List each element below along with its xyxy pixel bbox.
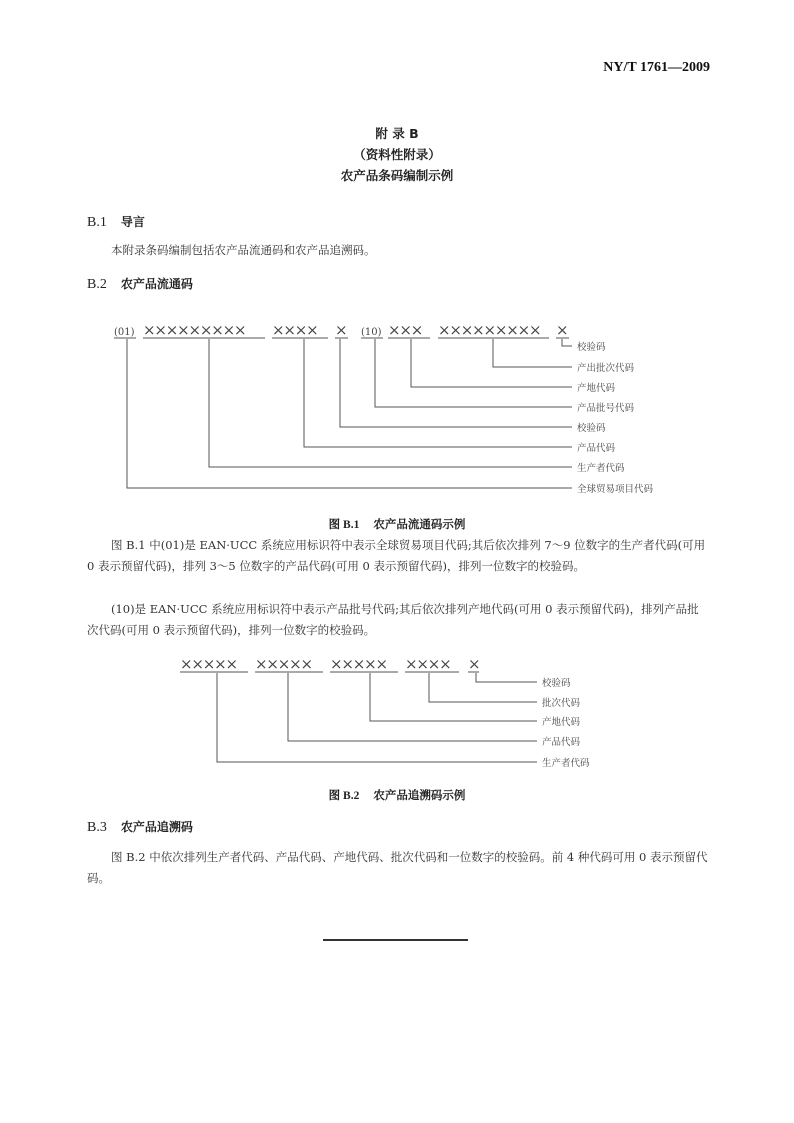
segment-text: ×××× xyxy=(405,655,451,673)
section-heading-b3 xyxy=(87,818,193,836)
leader-line xyxy=(209,339,572,467)
figure-label: 校验码 xyxy=(542,678,571,689)
segment-text: × xyxy=(468,655,481,673)
segment-text: × xyxy=(335,321,348,339)
end-rule xyxy=(323,939,468,941)
leader-line xyxy=(217,673,537,762)
segment-text: ××××× xyxy=(180,655,237,673)
appendix-title: 附 录 B xyxy=(375,126,419,141)
segment-text: ××××× xyxy=(330,655,387,673)
segment-text: ××× xyxy=(388,321,423,339)
figure-label: 产地代码 xyxy=(577,383,616,394)
figure-b1-caption xyxy=(0,516,794,532)
caption-number: 图 B.2 xyxy=(328,790,360,802)
section-number: B.1 xyxy=(87,215,107,230)
figure-label: 批次代码 xyxy=(542,698,581,709)
leader-line xyxy=(127,339,572,488)
figure-label: 生产者代码 xyxy=(542,758,590,769)
leader-line xyxy=(375,339,572,407)
figure-label: 产地代码 xyxy=(542,717,581,728)
segment-text: × xyxy=(556,321,569,339)
figure-label: 校验码 xyxy=(577,342,606,353)
figure-label: 产出批次代码 xyxy=(577,363,635,374)
figure-label: 产品代码 xyxy=(577,443,616,454)
figure-label: 产品批号代码 xyxy=(577,403,635,414)
segment-text: (10) xyxy=(361,327,382,338)
standard-number: NY/T 1761—2009 xyxy=(603,60,710,75)
leader-line xyxy=(429,673,537,702)
leader-line xyxy=(476,673,537,682)
paragraph: 图 B.1 中(01)是 EAN·UCC 系统应用标识符中表示全球贸易项目代码;其后依次排列 7～9 位数字的生产者代码(可用 0 表示预留代码)，排列 3～5 位数字的产品代码(可用 0 表示预留代码)，排列一位数字的校验码。 xyxy=(87,538,706,573)
section-number: B.2 xyxy=(87,277,107,292)
segment-text: ××××× xyxy=(255,655,312,673)
section-title: 导言 xyxy=(120,215,145,229)
paragraph: 图 B.2 中依次排列生产者代码、产品代码、产地代码、批次代码和一位数字的校验码。前 4 种代码可用 0 表示预留代码。 xyxy=(87,850,708,885)
leader-line xyxy=(562,339,572,346)
figure-label: 产品代码 xyxy=(542,737,581,748)
appendix-subject: 农产品条码编制示例 xyxy=(340,168,454,183)
figure-label: 生产者代码 xyxy=(577,463,625,474)
appendix-type: （资料性附录） xyxy=(353,147,441,162)
segment-text: (01) xyxy=(114,327,135,338)
section-title: 农产品追溯码 xyxy=(120,820,193,834)
leader-line xyxy=(493,339,572,367)
leader-line xyxy=(304,339,572,447)
figure-label: 全球贸易项目代码 xyxy=(577,484,654,495)
segment-text: ××××××××× xyxy=(143,321,246,339)
caption-title: 农产品流通码示例 xyxy=(373,517,466,531)
leader-line xyxy=(411,339,572,387)
caption-number: 图 B.1 xyxy=(328,519,360,531)
paragraph: (10)是 EAN·UCC 系统应用标识符中表示产品批号代码;其后依次排列产地代码(可用 0 表示预留代码)，排列产品批次代码(可用 0 表示预留代码)，排列一位数字的校验码。 xyxy=(87,602,699,637)
figure-b2-caption xyxy=(0,787,794,803)
caption-title: 农产品追溯码示例 xyxy=(373,788,466,802)
leader-line xyxy=(288,673,537,741)
segment-text: ××××××××× xyxy=(438,321,541,339)
segment-text: ×××× xyxy=(272,321,318,339)
section-number: B.3 xyxy=(87,820,107,835)
leader-line xyxy=(370,673,537,721)
paragraph: 本附录条码编制包括农产品流通码和农产品追溯码。 xyxy=(111,243,376,257)
figure-label: 校验码 xyxy=(577,423,606,434)
section-title: 农产品流通码 xyxy=(120,277,193,291)
